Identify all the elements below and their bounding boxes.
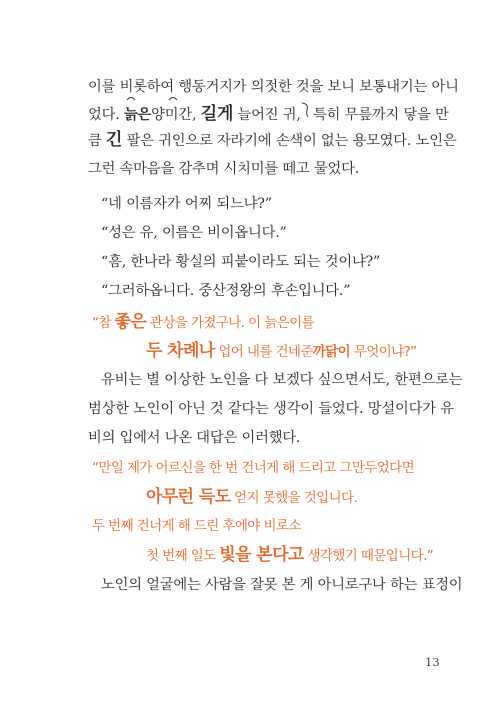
emphasis-word-long-arm: 긴 <box>105 130 123 150</box>
dialogue-line: “성은 유, 이름은 비이옵니다.” <box>101 225 287 241</box>
highlight-quote-line: 두 번째 건너게 해 드린 후에야 비로소 <box>92 518 301 534</box>
body-line: 비의 입에서 나온 대답은 이러했다. <box>88 430 301 446</box>
body-line: 이를 비롯하여 행동거지가 의젓한 것을 보니 보통내기는 아니 <box>88 79 459 95</box>
eyebrow-doodle-icon <box>125 94 195 102</box>
emphasis-no-gain: 아무런 득도 <box>146 487 231 507</box>
text-run: 업어 내를 건네준 <box>218 344 313 360</box>
emphasis-two-times: 두 차례나 <box>146 341 215 361</box>
body-line: 그런 속마음을 감추며 시치미를 떼고 물었다. <box>88 161 360 177</box>
page-number: 13 <box>425 655 440 669</box>
highlight-quote-line <box>92 312 314 333</box>
emphasis-good: 좋은 <box>114 312 147 332</box>
text-run: 무엇이냐?” <box>353 344 417 360</box>
text-run: 양미간, <box>151 107 197 123</box>
text-run: 얻지 못했을 것입니다. <box>234 490 358 506</box>
text-run: 관상을 가졌구나. 이 늙은이를 <box>149 315 314 331</box>
highlight-quote-line <box>146 487 357 508</box>
text-run: 큼 <box>88 133 102 149</box>
dialogue-line: “그러하옵니다. 중산정왕의 후손입니다.” <box>101 283 351 299</box>
highlight-quote-line <box>146 341 417 362</box>
text-run: 생각했기 때문입니다.” <box>307 548 434 564</box>
text-run: 었다. <box>88 107 120 123</box>
text-run: 늘어진 귀, <box>237 107 301 123</box>
emphasis-word-old: 늙은 <box>123 107 152 123</box>
body-line <box>88 130 456 151</box>
ear-doodle-icon <box>301 101 309 125</box>
dialogue-line: “네 이름자가 어찌 되느냐?” <box>101 196 272 212</box>
text-run: “참 <box>92 315 111 331</box>
body-line: 노인의 얼굴에는 사람을 잘못 본 게 아니로구나 하는 표정이 <box>101 577 463 593</box>
text-run: 첫 번째 일도 <box>146 548 216 564</box>
text-run: 팔은 귀인으로 자라기에 손색이 없는 용모였다. 노인은 <box>126 133 457 149</box>
dialogue-line: “흠, 한나라 황실의 피붙이라도 되는 것이냐?” <box>101 254 381 270</box>
emphasis-see-light: 빛을 본다고 <box>219 545 304 565</box>
highlight-quote-line: “만일 제가 어르신을 한 번 건너게 해 드리고 그만두었다면 <box>92 460 415 476</box>
text-run: 특히 무릎까지 닿을 만 <box>313 107 449 123</box>
body-line: 유비는 별 이상한 노인을 다 보겠다 싶으면서도, 한편으로는 <box>101 372 463 388</box>
highlight-quote-line <box>146 545 433 566</box>
emphasis-reason: 까닭이 <box>312 344 351 360</box>
body-line: 범상한 노인이 아닌 것 같다는 생각이 들었다. 망설이다가 유 <box>88 401 454 417</box>
emphasis-word-long: 길게 <box>200 104 234 124</box>
body-line <box>88 101 449 125</box>
